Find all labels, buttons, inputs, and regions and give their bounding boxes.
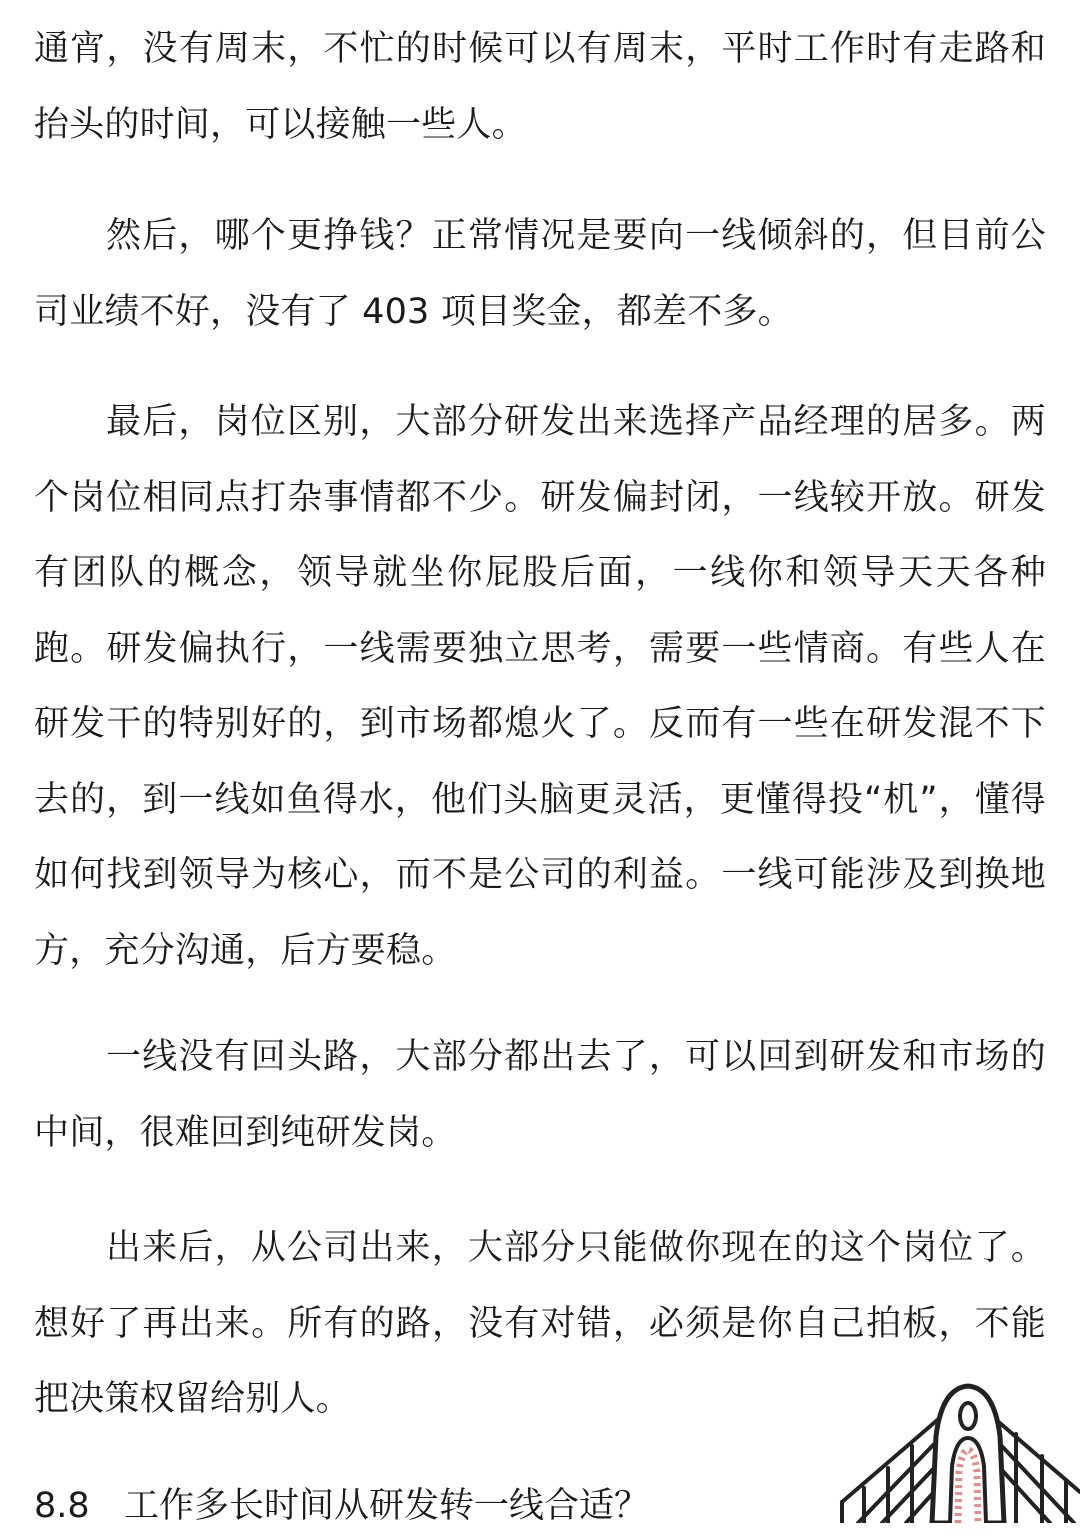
paragraph-role-differences: 最后，岗位区别，大部分研发出来选择产品经理的居多。两个岗位相同点打杂事情都不少。研发偏封闭，一线较开放。研发有团队的概念，领导就坐你屁股后面，一线你和领导天天各种跑。研发偏执行，一线需要独立思考，需要一些情商。有些人在研发干的特别好的，到市场都熄火了。反而有一些在研发混不下去的，到一线如鱼得水，他们头脑更灵活，更懂得投“机”，懂得如何找到领导为核心，而不是公司的利益。一线可能涉及到换地方，充分沟通，后方要稳。 — [34, 402, 1046, 971]
section-number: 8.8 — [34, 1486, 90, 1526]
section-heading — [34, 1476, 649, 1536]
paragraph-overnight-work: 通宵，没有周末，不忙的时候可以有周末，平时工作时有走路和抬头的时间，可以接触一些人。 — [34, 29, 1046, 145]
paragraph-decide-yourself: 出来后，从公司出来，大部分只能做你现在的这个岗位了。想好了再出来。所有的路，没有对错，必须是你自己拍板，不能把决策权留给别人。 — [34, 1228, 1046, 1419]
section-title: 工作多长时间从研发转一线合适？ — [124, 1486, 650, 1526]
arch-bridge-illustration-icon — [838, 1380, 1080, 1523]
paragraph-no-return: 一线没有回头路，大部分都出去了，可以回到研发和市场的中间，很难回到纯研发岗。 — [34, 1037, 1046, 1153]
paragraph-income: 然后，哪个更挣钱？正常情况是要向一线倾斜的，但目前公司业绩不好，没有了 403 项目奖金，都差不多。 — [34, 216, 1046, 332]
